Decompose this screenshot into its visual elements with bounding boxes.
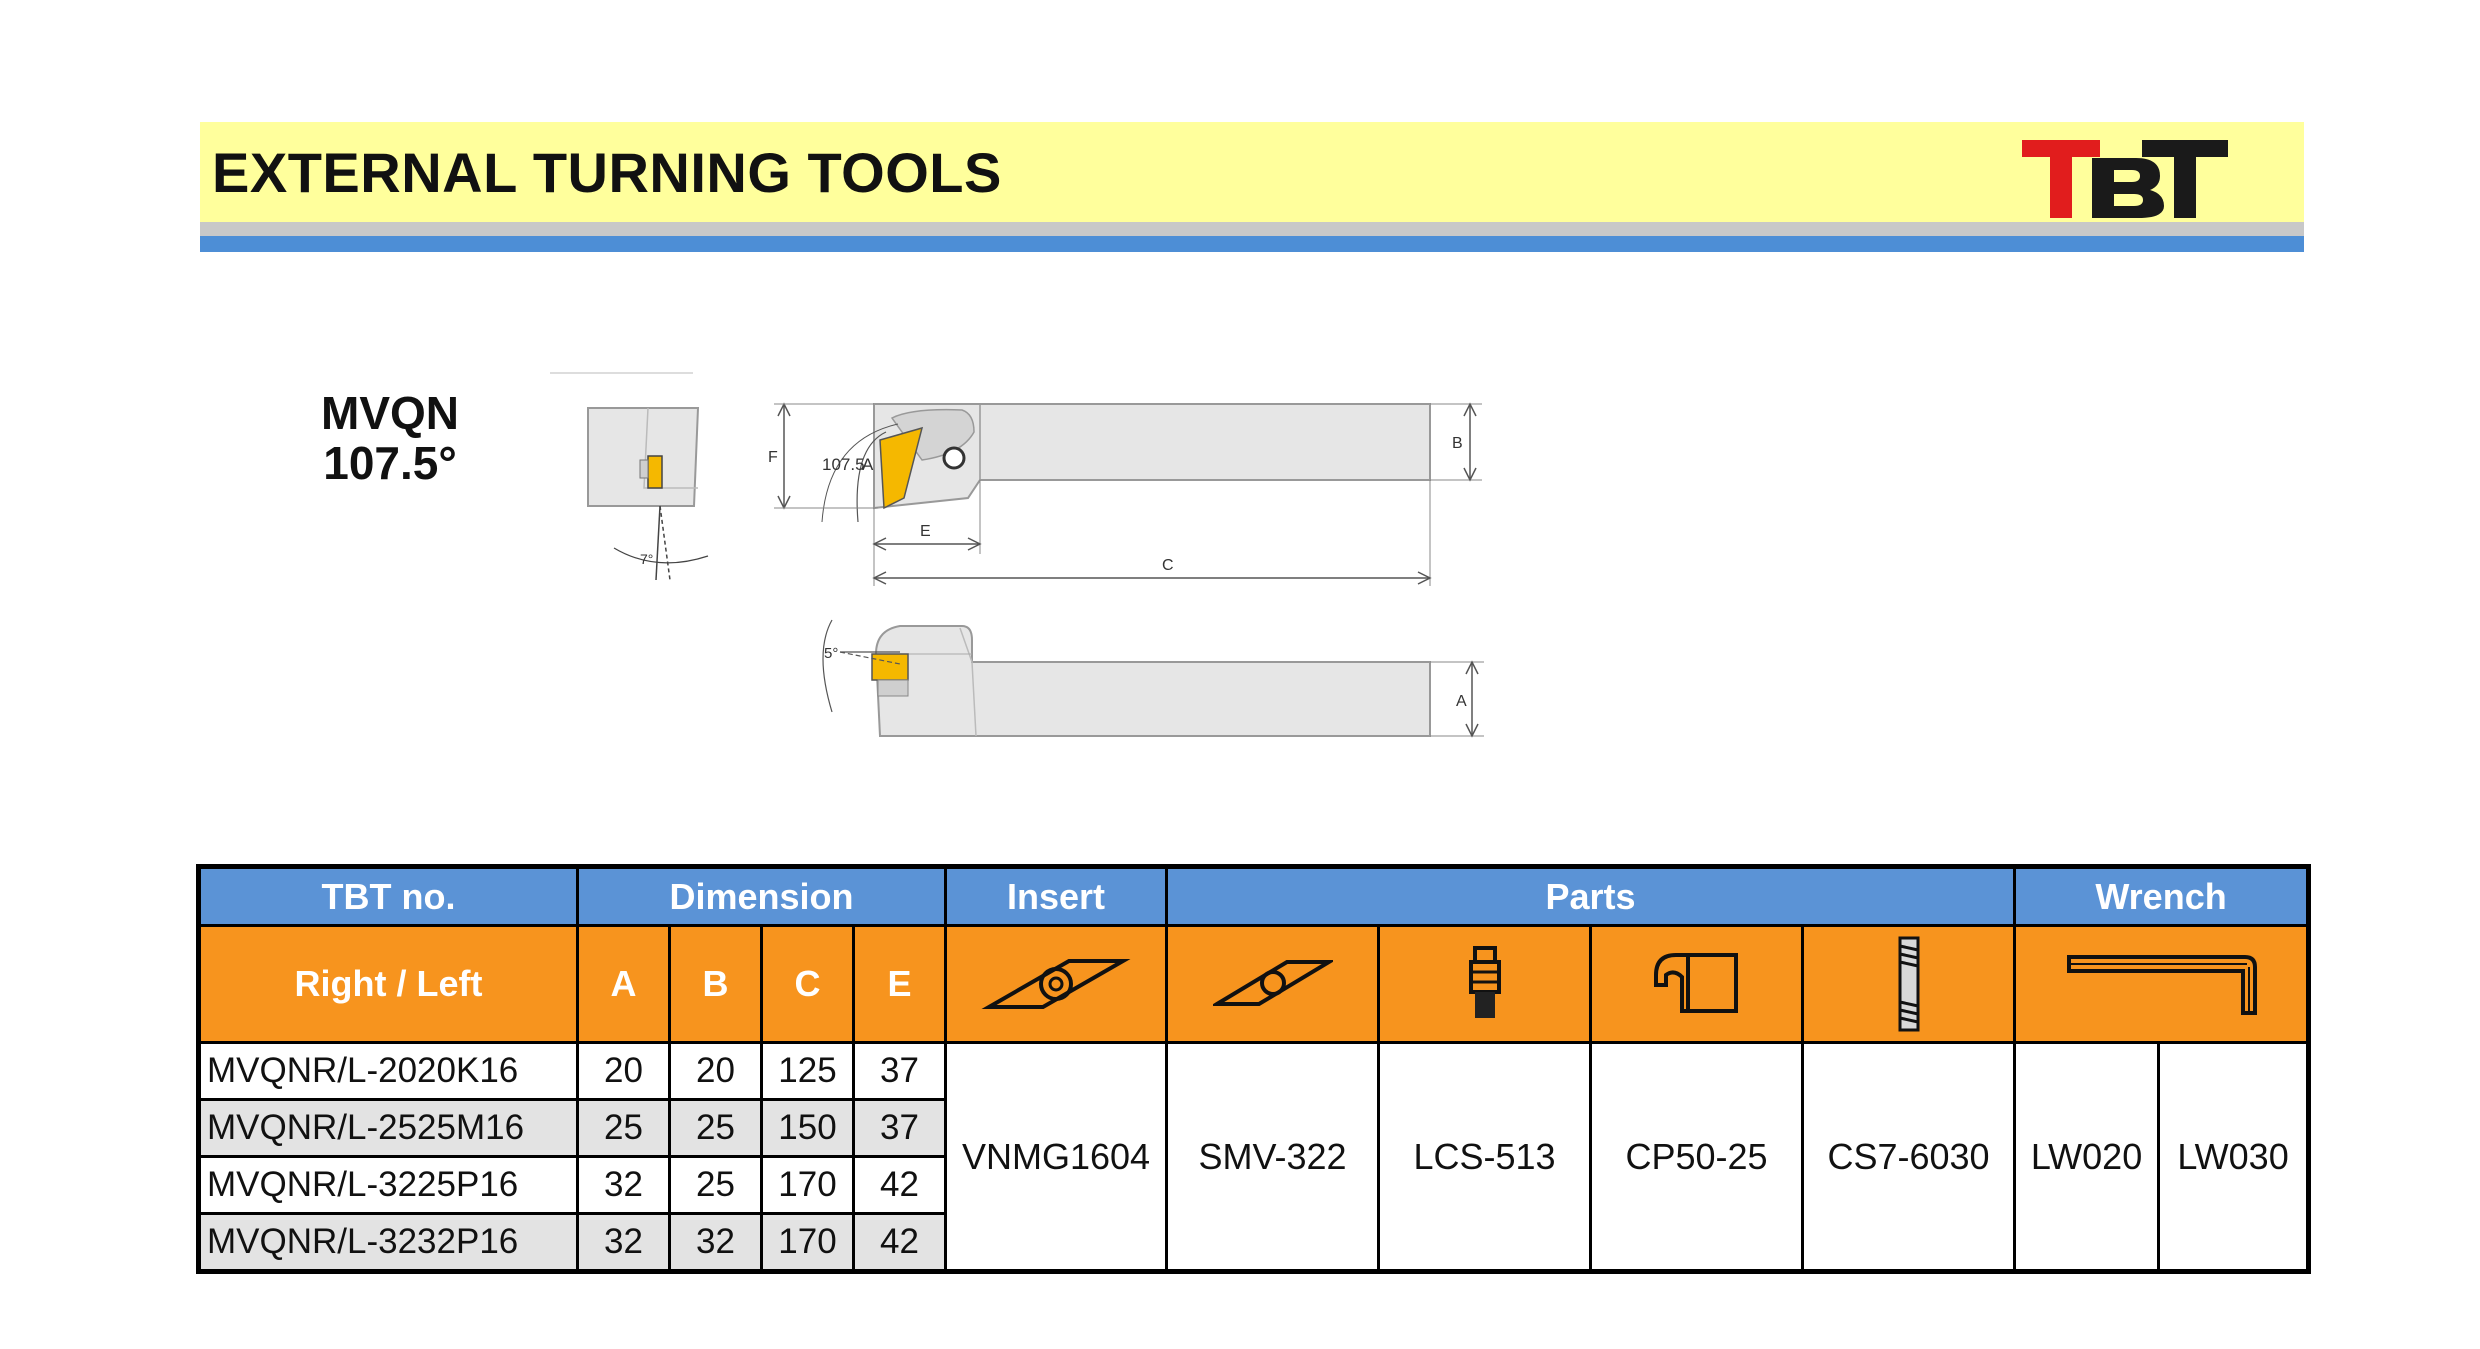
side-angle-label: 7°: [640, 551, 654, 567]
front-view-drawing: [800, 612, 1500, 752]
col-group-parts: Parts: [1167, 867, 2015, 926]
table-group-header: [199, 867, 2309, 926]
col-e: E: [854, 926, 946, 1043]
col-group-tbt-no: TBT no.: [199, 867, 578, 926]
dim-label-c: C: [1162, 557, 1174, 574]
spec-table: [196, 864, 2311, 1274]
model-label: [300, 388, 480, 488]
insert-icon: [981, 949, 1131, 1019]
row-e: 42: [854, 1214, 946, 1272]
double-screw-icon-cell: [1803, 926, 2015, 1043]
table-row: [199, 1043, 2309, 1100]
header-divider-blue: [200, 236, 2304, 252]
part-double-screw: CS7-6030: [1803, 1043, 2015, 1272]
hex-wrench-icon-cell: [2015, 926, 2309, 1043]
dim-label-f: F: [768, 449, 778, 466]
part-clamp: CP50-25: [1591, 1043, 1803, 1272]
row-model: MVQNR/L-3232P16: [199, 1214, 578, 1272]
double-screw-icon: [1894, 936, 1924, 1032]
col-group-wrench: Wrench: [2015, 867, 2309, 926]
screw-insert-icon: [1213, 954, 1333, 1014]
row-e: 37: [854, 1100, 946, 1157]
header-divider-gray: [200, 222, 2304, 236]
col-group-dimension: Dimension: [578, 867, 946, 926]
side-view-drawing: [548, 368, 718, 588]
dim-label-a: A: [1456, 693, 1467, 710]
model-code: MVQN: [321, 387, 459, 439]
top-view-drawing: [762, 388, 1502, 598]
col-c: C: [762, 926, 854, 1043]
row-c: 170: [762, 1214, 854, 1272]
dim-label-b: B: [1452, 435, 1463, 452]
table-sub-header: [199, 926, 2309, 1043]
row-model: MVQNR/L-2525M16: [199, 1100, 578, 1157]
col-b: B: [670, 926, 762, 1043]
row-c: 170: [762, 1157, 854, 1214]
tbt-logo: [2022, 136, 2228, 222]
row-a: 32: [578, 1157, 670, 1214]
col-group-insert: Insert: [946, 867, 1167, 926]
row-model: MVQNR/L-3225P16: [199, 1157, 578, 1214]
row-a: 20: [578, 1043, 670, 1100]
part-clamp-screw: LCS-513: [1379, 1043, 1591, 1272]
part-screw-insert: SMV-322: [1167, 1043, 1379, 1272]
row-e: 37: [854, 1043, 946, 1100]
clamp-icon: [1652, 949, 1742, 1019]
angle-label: 107.5: [822, 455, 865, 474]
row-model: MVQNR/L-2020K16: [199, 1043, 578, 1100]
col-right-left: Right / Left: [199, 926, 578, 1043]
header-bar: [200, 122, 2304, 222]
row-b: 32: [670, 1214, 762, 1272]
row-b: 25: [670, 1100, 762, 1157]
wrench-1: LW020: [2015, 1043, 2159, 1272]
row-a: 32: [578, 1214, 670, 1272]
page-title: EXTERNAL TURNING TOOLS: [212, 141, 1002, 204]
clamp-screw-icon-cell: [1379, 926, 1591, 1043]
clearance-angle-label: 5°: [824, 645, 839, 662]
screw-insert-icon-cell: [1167, 926, 1379, 1043]
model-angle: 107.5°: [323, 437, 457, 489]
dim-label-e: E: [920, 523, 931, 540]
clamp-screw-icon: [1465, 944, 1505, 1024]
wrench-2: LW030: [2159, 1043, 2309, 1272]
row-a: 25: [578, 1100, 670, 1157]
row-e: 42: [854, 1157, 946, 1214]
clamp-icon-cell: [1591, 926, 1803, 1043]
row-c: 125: [762, 1043, 854, 1100]
insert-value: VNMG1604: [946, 1043, 1167, 1272]
row-c: 150: [762, 1100, 854, 1157]
row-b: 20: [670, 1043, 762, 1100]
col-a: A: [578, 926, 670, 1043]
hex-wrench-icon: [2061, 949, 2261, 1019]
row-b: 25: [670, 1157, 762, 1214]
svg-text:A: A: [862, 455, 874, 474]
insert-icon-cell: [946, 926, 1167, 1043]
